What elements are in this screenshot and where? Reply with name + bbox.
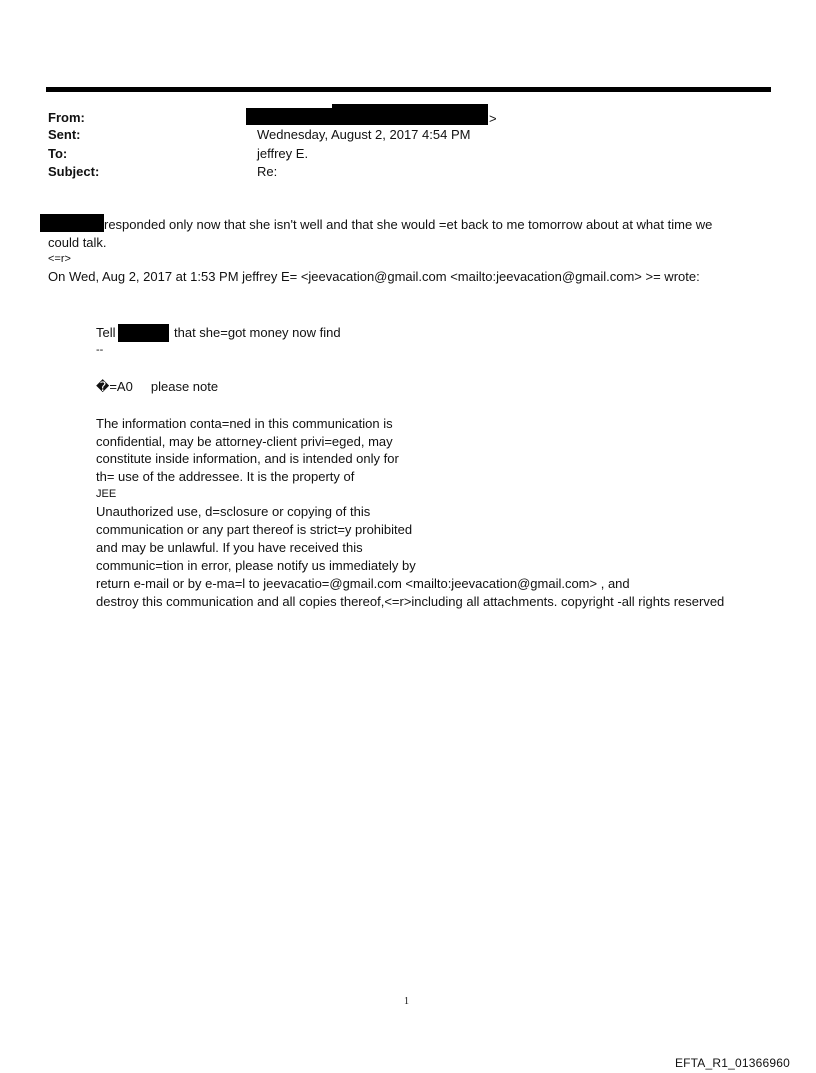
disclaimer-line: th= use of the addressee. It is the property of [96, 469, 355, 484]
disclaimer-line: and may be unlawful. If you have received this [96, 540, 363, 555]
quoted-separator: -- [96, 344, 104, 356]
disclaimer-line: return e-mail or by e-ma=l to jeevacatio=@gmail.com <mailto:jeevacation@gmail.com> , and [96, 576, 630, 591]
redaction-block [40, 214, 104, 232]
message-line: could talk. [48, 235, 107, 250]
message-line: <=r> [48, 253, 71, 265]
sent-label: Sent: [48, 127, 81, 142]
disclaimer-line: JEE [96, 488, 117, 500]
disclaimer-line: communic=tion in error, please notify us immediately by [96, 558, 416, 573]
page-number: 1 [404, 996, 409, 1007]
disclaimer-line: communication or any part thereof is strict=y prohibited [96, 522, 413, 537]
quoted-note: �=A0 please note [96, 379, 219, 394]
header-rule [46, 87, 771, 92]
disclaimer-line: destroy this communication and all copies thereof,<=r>including all attachments. copyright -all rights reserved [96, 594, 725, 609]
bates-number: EFTA_R1_01366960 [674, 1056, 790, 1070]
subject-label: Subject: [48, 164, 100, 179]
to-label: To: [48, 146, 68, 161]
disclaimer-line: constitute inside information, and is intended only for [96, 451, 399, 466]
redaction-block [118, 324, 169, 342]
quoted-tell-suffix: that she=got money now find [174, 325, 341, 340]
from-value-tail: > [489, 111, 497, 126]
redaction-block [332, 104, 488, 125]
disclaimer-line: The information conta=ned in this communication is [96, 416, 393, 431]
from-label: From: [48, 110, 85, 125]
subject-value: Re: [257, 164, 278, 179]
message-line: responded only now that she isn't well and that she would =et back to me tomorrow about at what time we [104, 217, 713, 232]
to-value: jeffrey E. [257, 146, 309, 161]
redaction-block [246, 108, 333, 125]
reply-attribution: On Wed, Aug 2, 2017 at 1:53 PM jeffrey E= <jeevacation@gmail.com <mailto:jeevacation@gmail.com> >= wrote: [48, 269, 700, 284]
quoted-tell-prefix: Tell [96, 325, 116, 340]
disclaimer-line: confidential, may be attorney-client privi=eged, may [96, 434, 393, 449]
sent-value: Wednesday, August 2, 2017 4:54 PM [257, 127, 471, 142]
disclaimer-line: Unauthorized use, d=sclosure or copying of this [96, 504, 371, 519]
